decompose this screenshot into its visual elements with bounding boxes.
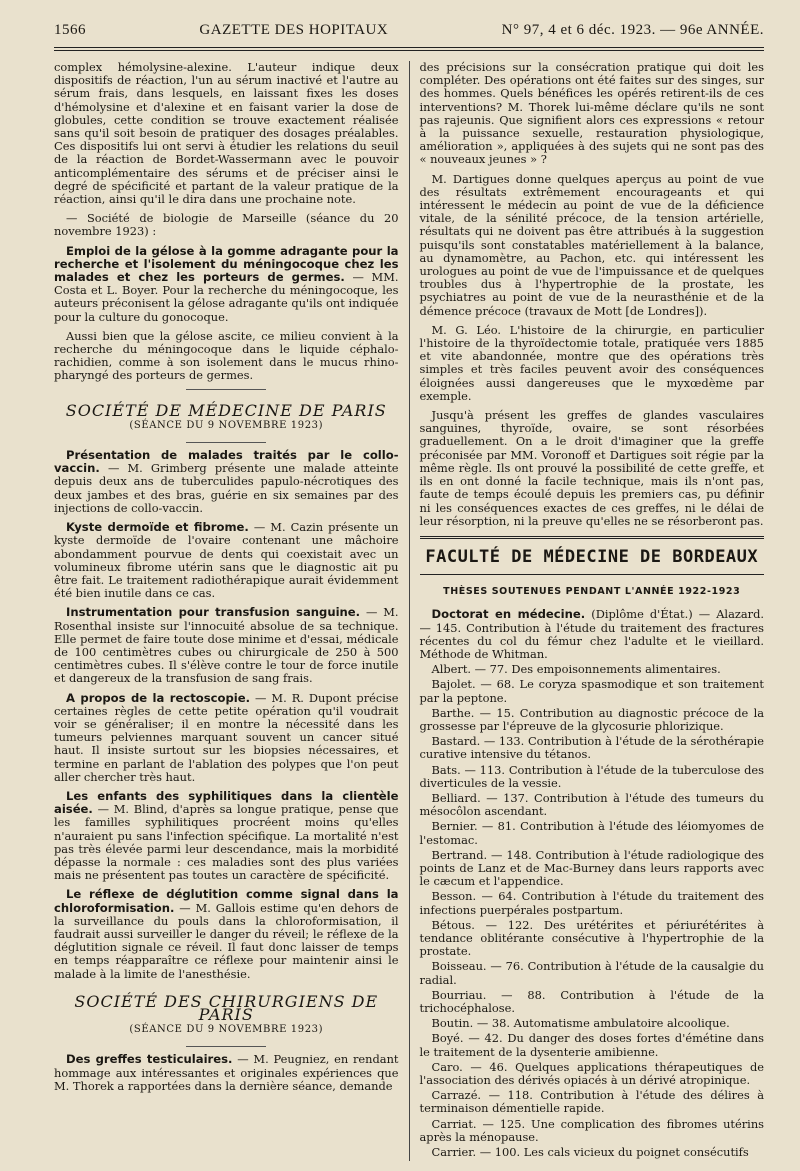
- paragraph: Les enfants des syphilitiques dans la clientèle aisée. — M. Blind, d'après sa longue pratique, pense que les familles syphilitiques procréent moins qu'elles n'auraient pu sans l'infection spécifique. La mortalité n'est pas très élevée parmi leur descendance, mais la morbidité dépasse la normale : ces maladies sont des plus variées mais ne présentent pas toutes un caractère de spécificité.: [54, 788, 399, 883]
- item-heading: Le réflexe de déglutition comme signal dans la chloroformisation.: [54, 887, 399, 915]
- item-heading: Les enfants des syphilitiques dans la clientèle aisée.: [54, 788, 399, 817]
- item-heading: Kyste dermoïde et fibrome.: [66, 520, 249, 535]
- paragraph: Instrumentation pour transfusion sanguine. — M. Rosenthal insiste sur l'innocuité absolue de sa technique. Elle permet de faire toute dose minime et d'essai, médicale de 100 centimètres cubes ou chirurgicale de 250 à 500 centimètres cubes. Il s'élève contre le tour de force inutile et dangereux de la transfusion de sang frais.: [54, 605, 399, 686]
- divider: [186, 1046, 266, 1047]
- thesis-entry: Bernier. — 81. Contribution à l'étude des léiomyomes de l'estomac.: [419, 819, 765, 847]
- thesis-entry: Besson. — 64. Contribution à l'étude du traitement des infections puerpérales postpartum.: [419, 889, 765, 917]
- item-heading: Des greffes testiculaires.: [66, 1052, 233, 1067]
- item-heading: Doctorat en médecine.: [431, 607, 586, 622]
- header-rule: [54, 47, 764, 51]
- left-column: [54, 61, 399, 1161]
- item-heading: Instrumentation pour transfusion sanguine.: [66, 605, 361, 620]
- paragraph: des précisions sur la consécration pratique qui doit les compléter. Des opérations ont été faites sur des singes, sur des hommes. Quels bénéfices les opérés retirent-ils de ces interventions? M. Thorek lui-même déclare qu'ils ne sont pas rajeunis. Que signifient alors ces expressions « retour à la puissance sexuelle, restauration physiologique, amélioration », appliquées à des sujets qui ne sont pas des « nouveaux jeunes » ?: [419, 60, 765, 167]
- divider: [186, 389, 266, 390]
- faculte-title: FACULTÉ DE MÉDECINE DE BORDEAUX: [425, 546, 759, 567]
- paragraph: M. G. Léo. L'histoire de la chirurgie, en particulier l'histoire de la thyroïdectomie totale, pratiquée vers 1885 et vite abandonnée, montre que des opérations très simples et très faciles peuvent avoir des conséquences éloignées aussi dangereuses que le myxœdème par exemple.: [419, 322, 765, 403]
- paragraph: Des greffes testiculaires. — M. Peugniez, en rendant hommage aux intéressantes et originales expériences que M. Thorek a rapportées dans la dernière séance, demande: [54, 1052, 399, 1093]
- paragraph: Emploi de la gélose à la gomme adragante pour la recherche et l'isolement du méningocoque chez les malades et chez les porteurs de germes. — MM. Costa et L. Boyer. Pour la recherche du méningocoque, les auteurs préconisent la gélose adragante qu'ils ont indiquée pour la culture du gonocoque.: [54, 243, 399, 324]
- columns: [54, 61, 764, 1161]
- faculte-banner: [420, 536, 765, 575]
- paragraph: Jusqu'à présent les greffes de glandes vasculaires sanguines, thyroïde, ovaire, se sont résorbées graduellement. On a le droit d'imaginer que la greffe préconisée par MM. Voronoff et Dartigues soit régie par la même règle. Ils ont prouvé la possibilité de cette greffe, et ils en ont donné la facile technique, mais ils n'ont pas, faute de temps écoulé depuis les premiers cas, pu définir ni les conséquences exactes de ces greffes, ni le délai de leur résorption, ni la preuve qu'elles ne se résorberont pas.: [419, 408, 765, 528]
- paragraph: complex hémolysine-alexine. L'auteur indique deux dispositifs de réaction, l'un au sérum inactivé et l'autre au sérum frais, dans lesquels, en laissant fixes les doses d'hémolysine et d'alexine et en faisant varier la dose de globules, cette condition se trouve exactement réalisée sans qu'il soit besoin de pratiquer des dosages préalables. Ces dispositifs lui ont servi à étudier les relations du seuil de la réaction de Bordet-Wassermann avec le pouvoir anticomplémentaire des sérums et de préciser ainsi le degré de spécificité et partant de la valeur pratique de la réaction, ainsi qu'il le dira dans une prochaine note.: [54, 60, 399, 207]
- item-heading: Emploi de la gélose à la gomme adragante pour la recherche et l'isolement du méningocoque chez les malades et chez les porteurs de germes.: [54, 243, 399, 285]
- section-title: SOCIÉTÉ DE MÉDECINE DE PARIS: [65, 400, 387, 420]
- item-heading: Présentation de malades traités par le collo-vaccin.: [54, 448, 399, 476]
- section-title: SOCIÉTÉ DES CHIRURGIENS DE PARIS: [74, 991, 379, 1024]
- thesis-entry: Caro. — 46. Quelques applications thérapeutiques de l'association des dérivés opiacés à un dérivé atropinique.: [419, 1059, 765, 1088]
- paragraph: Le réflexe de déglutition comme signal dans la chloroformisation. — M. Gallois estime qu'en dehors de la surveillance du pouls dans la chloroformisation, il faudrait aussi surveiller le danger du réveil; le réflexe de la déglutition signale ce réveil. Il faut donc laisser de temps en temps réapparaître ce réflexe pour maintenir ainsi le malade à la limite de l'anesthésie.: [54, 887, 399, 981]
- page-number: 1566: [54, 22, 86, 38]
- thesis-entry: Boisseau. — 76. Contribution à l'étude de la causalgie du radial.: [419, 959, 765, 987]
- thesis-entry: Boutin. — 38. Automatisme ambulatoire alcoolique.: [431, 1016, 730, 1031]
- thesis-entry: Bétous. — 122. Des urétérites et périurétérites à tendance oblitérante consécutive à l'hypertrophie de la prostate.: [419, 917, 765, 959]
- thesis-entry: Boyé. — 42. Du danger des doses fortes d'émétine dans le traitement de la dysenterie amibienne.: [419, 1031, 765, 1059]
- item-heading: A propos de la rectoscopie.: [66, 690, 250, 705]
- thesis-entry: Belliard. — 137. Contribution à l'étude des tumeurs du mésocôlon ascendant.: [419, 790, 765, 819]
- theses-subtitle: THÈSES SOUTENUES PENDANT L'ANNÉE 1922-1923: [443, 586, 741, 598]
- paragraph: M. Dartigues donne quelques aperçus au point de vue des résultats extrêmement encourageants et qui intéressent le médecin au point de vue de la déficience vitale, de la sénilité précoce, de la tension artérielle, résultats qui ne doivent pas être attribués à la suggestion puisqu'ils sont constatables matériellement à la balance, au dynamomètre, au Pachon, etc. qui intéressent les urologues au point de vue de l'impuissance et de quelques troubles dus à l'hypertrophie de la prostate, les psychiatres au point de vue de la neurasthénie et de la démence précoce (travaux de Mott [de Londres]).: [419, 171, 765, 318]
- section-date: (SÉANCE DU 9 NOVEMBRE 1923): [129, 1024, 324, 1036]
- thesis-entry: Bastard. — 133. Contribution à l'étude de la sérothérapie curative intensive du tétanos.: [419, 734, 765, 762]
- thesis-entry: Carrazé. — 118. Contribution à l'étude des délires à terminaison démentielle rapide.: [419, 1088, 765, 1116]
- thesis-entry: Barthe. — 15. Contribution au diagnostic précoce de la grossesse par l'épreuve de la glycosurie phlorizique.: [419, 705, 765, 733]
- paragraph: Doctorat en médecine. (Diplôme d'État.) — Alazard. — 145. Contribution à l'étude du traitement des fractures récentes du col du fémur chez l'adulte et le vieillard. Méthode de Whitman.: [419, 607, 765, 661]
- theses-list: [420, 663, 765, 1159]
- thesis-entry: Bats. — 113. Contribution à l'étude de la tuberculose des diverticules de la vessie.: [419, 762, 765, 790]
- thesis-entry: Bajolet. — 68. Le coryza spasmodique et son traitement par la peptone.: [419, 677, 765, 705]
- journal-title: GAZETTE DES HOPITAUX: [199, 22, 389, 38]
- thesis-entry: Bertrand. — 148. Contribution à l'étude radiologique des points de Lanz et de Mac-Burney dans leurs rapports avec le cæcum et l'appendice.: [419, 847, 765, 889]
- page-header: [54, 22, 764, 47]
- paragraph: Kyste dermoïde et fibrome. — M. Cazin présente un kyste dermoïde de l'ovaire contenant une mâchoire abondamment pourvue de dents qui coexistait avec un volumineux fibrome utérin sans que le diagnostic ait pu être fait. Le traitement radiothérapique aurait évidemment été bien inutile dans ce cas.: [54, 520, 399, 601]
- divider: [186, 442, 266, 443]
- column-rule: [409, 61, 410, 1161]
- section-date: (SÉANCE DU 9 NOVEMBRE 1923): [129, 419, 324, 431]
- paragraph: Présentation de malades traités par le collo-vaccin. — M. Grimberg présente une malade atteinte depuis deux ans de tuberculides papulo-nécrotiques des deux jambes et des bras, guérie en six semaines par des injections de collo-vaccin.: [54, 448, 399, 515]
- right-column: [420, 61, 765, 1161]
- thesis-entry: Bourriau. — 88. Contribution à l'étude de la trichocéphalose.: [419, 987, 764, 1015]
- paragraph: A propos de la rectoscopie. — M. R. Dupont précise certaines règles de cette petite opération qu'il voudrait voir se généraliser; il en montre la nécessité dans les tumeurs pelviennes marquant souvent un cancer situé haut. Il insiste surtout sur les biopsies nécessaires, et termine en parlant de l'ablation des polypes que l'on peut aller chercher très haut.: [54, 690, 399, 784]
- issue-info: N° 97, 4 et 6 déc. 1923. — 96e ANNÉE.: [501, 22, 764, 38]
- paragraph: — Société de biologie de Marseille (séance du 20 novembre 1923) :: [54, 211, 399, 239]
- paragraph: Aussi bien que la gélose ascite, ce milieu convient à la recherche du méningocoque dans le liquide céphalo-rachidien, comme à son isolement dans le mucus rhino-pharyngé des porteurs de germes.: [54, 328, 399, 383]
- thesis-entry: Albert. — 77. Des empoisonnements alimentaires.: [431, 662, 721, 677]
- thesis-entry: Carrier. — 100. Les cals vicieux du poignet consécutifs: [431, 1145, 749, 1160]
- thesis-entry: Carriat. — 125. Une complication des fibromes utérins après la ménopause.: [419, 1116, 765, 1144]
